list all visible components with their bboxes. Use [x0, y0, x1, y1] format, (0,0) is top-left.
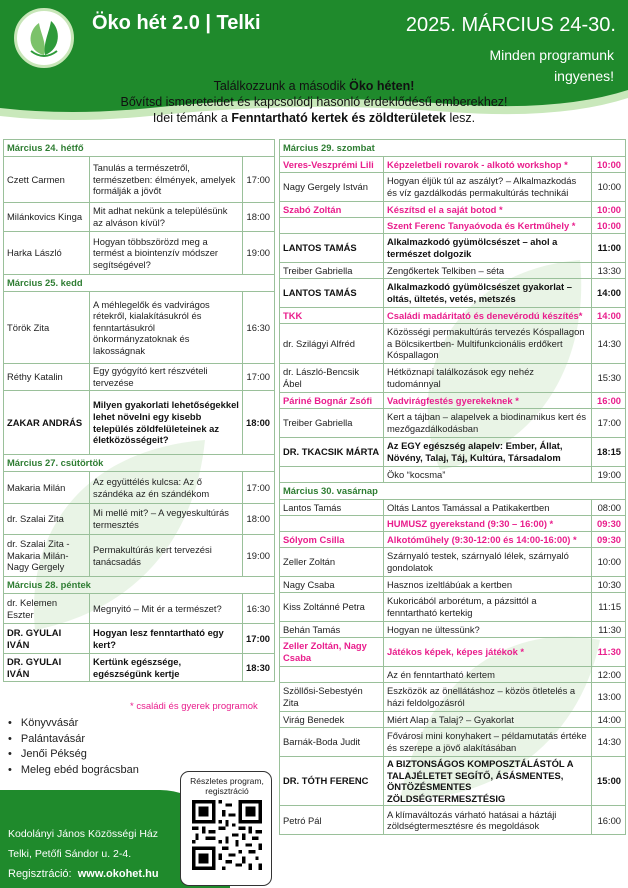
table-cell: 18:00 [243, 504, 275, 535]
intro-line-2: Bővítsd ismereteidet és kapcsolódj hasonló érdeklődésű emberekhez! [120, 95, 508, 109]
table-row [280, 438, 626, 467]
table-cell: Március 30. vasárnap [280, 483, 626, 500]
event-title: Öko hét 2.0 | Telki [92, 12, 261, 34]
table-cell: 17:00 [243, 157, 275, 203]
table-cell: dr. Szalai Zita [4, 504, 90, 535]
qr-label: Részletes program, regisztráció [190, 776, 264, 796]
table-cell: Hogyan többszörözd meg a termést a biointenzív módszer segítségével? [90, 232, 243, 275]
table-cell: Március 28. péntek [4, 577, 275, 594]
table-cell: Zeller Zoltán, Nagy Csaba [280, 638, 384, 667]
table-cell: ZAKAR ANDRÁS [4, 391, 90, 455]
table-row [4, 157, 275, 203]
table-cell: Miért Alap a Talaj? – Gyakorlat [384, 712, 592, 728]
table-row [280, 173, 626, 202]
table-cell: 15:00 [592, 757, 626, 806]
table-cell: DR. TÓTH FERENC [280, 757, 384, 806]
table-cell: dr. László-Bencsik Ábel [280, 364, 384, 393]
table-row [280, 263, 626, 279]
family-programs-note: * családi és gyerek programok [130, 701, 258, 712]
table-row [280, 638, 626, 667]
table-row [4, 654, 275, 682]
table-cell: 11:15 [592, 593, 626, 622]
table-row [280, 593, 626, 622]
venue-address: Telki, Petőfi Sándor u. 2-4. [8, 848, 132, 860]
table-row [280, 548, 626, 577]
table-cell: Treiber Gabriella [280, 263, 384, 279]
table-cell: Barnák-Boda Judit [280, 728, 384, 757]
table-cell: 10:00 [592, 173, 626, 202]
venue-name: Kodolányi János Közösségi Ház [8, 828, 159, 840]
table-cell: Eszközök az önellátáshoz – közös ötletelés a házi feldolgozásról [384, 683, 592, 712]
table-cell: 16:00 [592, 393, 626, 409]
table-cell: Alkalmazkodó gyümölcsészet gyakorlat – oltás, ültetés, vetés, metszés [384, 279, 592, 308]
table-cell: Czett Carmen [4, 157, 90, 203]
table-cell: 08:00 [592, 500, 626, 516]
table-cell: 14:30 [592, 324, 626, 364]
table-row [280, 409, 626, 438]
table-row [4, 391, 275, 455]
table-cell: A méhlegelők és vadvirágos rétekről, kialakításukról és fenntartásukról önkormányzatoknak és lakosságnak [90, 292, 243, 364]
table-cell: 18:15 [592, 438, 626, 467]
table-cell: 10:00 [592, 548, 626, 577]
list-item: • Jenői Pékség [8, 747, 139, 763]
table-cell: Vadvirágfestés gyerekeknek * [384, 393, 592, 409]
day-header [4, 275, 275, 292]
table-cell: Szöllősi-Sebestyén Zita [280, 683, 384, 712]
table-row [280, 157, 626, 173]
intro-line-1: Találkozzunk a második Öko héten! [213, 79, 415, 93]
table-cell: Hétköznapi találkozások egy nehéz tudománnyal [384, 364, 592, 393]
table-cell: Hogyan lesz fenntartható egy kert? [90, 624, 243, 654]
table-row [280, 577, 626, 593]
table-row [280, 308, 626, 324]
table-row [4, 535, 275, 577]
table-cell: 10:00 [592, 218, 626, 234]
table-cell: 19:00 [243, 232, 275, 275]
schedule-table-left [3, 139, 275, 682]
table-cell: 11:30 [592, 638, 626, 667]
table-cell: DR. GYULAI IVÁN [4, 624, 90, 654]
day-header [4, 455, 275, 472]
table-cell: 10:30 [592, 577, 626, 593]
table-cell: Öko “kocsma” [384, 467, 592, 483]
list-item: • Könyvvásár [8, 716, 139, 732]
table-row [280, 467, 626, 483]
table-cell: Játékos képek, képes játékok * [384, 638, 592, 667]
table-cell: Március 29. szombat [280, 140, 626, 157]
table-cell: Zengőkertek Telkiben – séta [384, 263, 592, 279]
table-cell: Mi mellé mit? – A vegyeskultúrás termesztés [90, 504, 243, 535]
table-cell: Mit adhat nekünk a településünk az alváson kívül? [90, 203, 243, 232]
table-cell: 15:30 [592, 364, 626, 393]
table-row [280, 202, 626, 218]
table-row [280, 532, 626, 548]
table-cell: Az EGY egészség alapelv: Ember, Állat, Növény, Talaj, Táj, Kultúra, Társadalom [384, 438, 592, 467]
table-row [280, 234, 626, 263]
table-cell: 11:00 [592, 234, 626, 263]
table-cell: Kertünk egészsége, egészségünk kertje [90, 654, 243, 682]
table-cell: Sólyom Csilla [280, 532, 384, 548]
table-row [4, 624, 275, 654]
table-cell: Hasznos izeltlábúak a kertben [384, 577, 592, 593]
table-cell: 09:30 [592, 532, 626, 548]
table-cell: Tanulás a természetről, természetben: élmények, amelyek formálják a jövőt [90, 157, 243, 203]
table-cell: dr. Kelemen Eszter [4, 594, 90, 624]
table-cell: Az én fenntartható kertem [384, 667, 592, 683]
schedule-table-right [279, 139, 626, 835]
table-cell: 13:30 [592, 263, 626, 279]
table-row [280, 806, 626, 835]
table-row [280, 393, 626, 409]
table-cell: Családi madáritató és denevérodú készítés* [384, 308, 592, 324]
table-cell: Petró Pál [280, 806, 384, 835]
table-cell: dr. Szilágyi Alfréd [280, 324, 384, 364]
table-cell: 14:00 [592, 712, 626, 728]
table-row [280, 279, 626, 308]
table-cell: Megnyitó – Mit ér a természet? [90, 594, 243, 624]
table-cell [280, 218, 384, 234]
logo-leaf-icon [14, 8, 74, 68]
table-cell: Az együttélés kulcsa: Az ő szándéka az én szándékom [90, 472, 243, 504]
free-line-2: ingyenes! [554, 68, 614, 84]
table-row [280, 667, 626, 683]
table-cell: LANTOS TAMÁS [280, 234, 384, 263]
table-cell: Kert a tájban – alapelvek a biodinamikus kert és mezőgazdálkodásban [384, 409, 592, 438]
table-row [280, 757, 626, 806]
table-cell: 13:00 [592, 683, 626, 712]
table-cell: Egy gyógyító kert részvételi tervezése [90, 364, 243, 391]
table-cell: 16:30 [243, 292, 275, 364]
header-banner [0, 0, 628, 150]
table-row [280, 516, 626, 532]
table-cell: Hogyan éljük túl az aszályt? – Alkalmazkodás és víz gazdálkodás permakultúrás technikái [384, 173, 592, 202]
table-cell: Virág Benedek [280, 712, 384, 728]
table-row [280, 712, 626, 728]
table-cell: 16:00 [592, 806, 626, 835]
table-cell: Alkotóműhely (9:30-12:00 és 14:00-16:00) * [384, 532, 592, 548]
table-cell: 10:00 [592, 157, 626, 173]
table-cell: Makaria Milán [4, 472, 90, 504]
table-cell: Nagy Csaba [280, 577, 384, 593]
table-cell: Képzeletbeli rovarok - alkotó workshop * [384, 157, 592, 173]
table-cell: 12:00 [592, 667, 626, 683]
table-row [280, 622, 626, 638]
table-cell: Alkalmazkodó gyümölcsészet – ahol a természet dolgozik [384, 234, 592, 263]
table-cell: 17:00 [243, 472, 275, 504]
table-cell: Milánkovics Kinga [4, 203, 90, 232]
table-cell: Permakultúrás kert tervezési tanácsadás [90, 535, 243, 577]
free-line-1: Minden programunk [489, 47, 614, 63]
table-cell: 14:00 [592, 308, 626, 324]
table-cell: 11:30 [592, 622, 626, 638]
day-header [4, 140, 275, 157]
table-cell: 10:00 [592, 202, 626, 218]
table-cell: TKK [280, 308, 384, 324]
table-cell: 09:30 [592, 516, 626, 532]
table-row [4, 594, 275, 624]
table-cell: Behán Tamás [280, 622, 384, 638]
table-row [280, 324, 626, 364]
table-cell: Harka László [4, 232, 90, 275]
event-date: 2025. MÁRCIUS 24-30. [405, 14, 616, 36]
table-cell: 16:30 [243, 594, 275, 624]
table-cell: Milyen gyakorlati lehetőségekkel lehet növelni egy kisebb település zöldfelületeinek az életközösségeit? [90, 391, 243, 455]
schedule-left [3, 139, 274, 682]
qr-code-icon[interactable] [192, 800, 262, 870]
list-item: • Meleg ebéd bográcsban [8, 763, 139, 779]
table-cell: DR. TKACSIK MÁRTA [280, 438, 384, 467]
website-link[interactable]: www.okohet.hu [77, 868, 159, 880]
table-cell [280, 667, 384, 683]
table-cell: Veres-Veszprémi Lili [280, 157, 384, 173]
table-cell: 17:00 [243, 364, 275, 391]
table-cell: Március 27. csütörtök [4, 455, 275, 472]
table-cell: Török Zita [4, 292, 90, 364]
table-row [4, 364, 275, 391]
table-row [4, 504, 275, 535]
table-row [4, 203, 275, 232]
registration: Regisztráció: www.okohet.hu [8, 868, 159, 880]
table-row [280, 218, 626, 234]
table-cell: Treiber Gabriella [280, 409, 384, 438]
table-cell: 19:00 [243, 535, 275, 577]
table-cell: A BIZTONSÁGOS KOMPOSZTÁLÁSTÓL A TALAJÉLETET SEGÍTŐ, ÁSÁSMENTES, ÖNTÖZÉSMENTES ZÖLDSÉGTERMESZTÉSIG [384, 757, 592, 806]
extras-list [8, 716, 139, 778]
intro-text [60, 78, 568, 126]
table-cell: Március 25. kedd [4, 275, 275, 292]
table-cell: Közösségi permakultúrás tervezés Kóspallagon a Bölcsikertben- Multifunkcionális erdőkert Kóspallagon [384, 324, 592, 364]
table-cell: Készítsd el a saját botod * [384, 202, 592, 218]
table-cell: LANTOS TAMÁS [280, 279, 384, 308]
table-cell: Kiss Zoltánné Petra [280, 593, 384, 622]
day-header [4, 577, 275, 594]
table-cell: dr. Szalai Zita - Makaria Milán- Nagy Gergely [4, 535, 90, 577]
table-cell [280, 467, 384, 483]
table-cell: 17:00 [243, 624, 275, 654]
table-cell: Nagy Gergely István [280, 173, 384, 202]
table-row [4, 292, 275, 364]
intro-line-3: Idei témánk a Fenntartható kertek és zöldterületek lesz. [152, 111, 476, 125]
table-row [280, 728, 626, 757]
table-row [4, 472, 275, 504]
table-row [280, 500, 626, 516]
schedule-right [279, 139, 625, 835]
table-cell: A klímaváltozás várható hatásai a háztáji zöldségtermesztésre és megoldások [384, 806, 592, 835]
table-cell: Hogyan ne ültessünk? [384, 622, 592, 638]
table-row [280, 364, 626, 393]
table-cell: DR. GYULAI IVÁN [4, 654, 90, 682]
table-cell: 19:00 [592, 467, 626, 483]
list-item: • Palántavásár [8, 732, 139, 748]
table-cell: Szárnyaló testek, szárnyaló lélek, szárnyaló gondolatok [384, 548, 592, 577]
table-row [4, 232, 275, 275]
table-cell: 18:00 [243, 391, 275, 455]
table-cell: Réthy Katalin [4, 364, 90, 391]
table-cell: 18:30 [243, 654, 275, 682]
table-cell: 17:00 [592, 409, 626, 438]
table-cell: 14:00 [592, 279, 626, 308]
qr-card [180, 771, 272, 886]
table-cell [280, 516, 384, 532]
day-header [280, 140, 626, 157]
day-header [280, 483, 626, 500]
table-cell: Lantos Tamás [280, 500, 384, 516]
table-cell: 18:00 [243, 203, 275, 232]
table-cell: Szabó Zoltán [280, 202, 384, 218]
table-cell: 14:30 [592, 728, 626, 757]
table-cell: Fővárosi mini konyhakert – példamutatás értéke és szerepe a jövő alakításában [384, 728, 592, 757]
table-cell: Oltás Lantos Tamással a Patikakertben [384, 500, 592, 516]
table-cell: Páriné Bognár Zsófi [280, 393, 384, 409]
table-cell: Március 24. hétfő [4, 140, 275, 157]
table-cell: Szent Ferenc Tanyaóvoda és Kertműhely * [384, 218, 592, 234]
table-cell: Zeller Zoltán [280, 548, 384, 577]
table-row [280, 683, 626, 712]
table-cell: HUMUSZ gyerekstand (9:30 – 16:00) * [384, 516, 592, 532]
table-cell: Kukoricából arborétum, a pázsittól a fenntartható kertekig [384, 593, 592, 622]
